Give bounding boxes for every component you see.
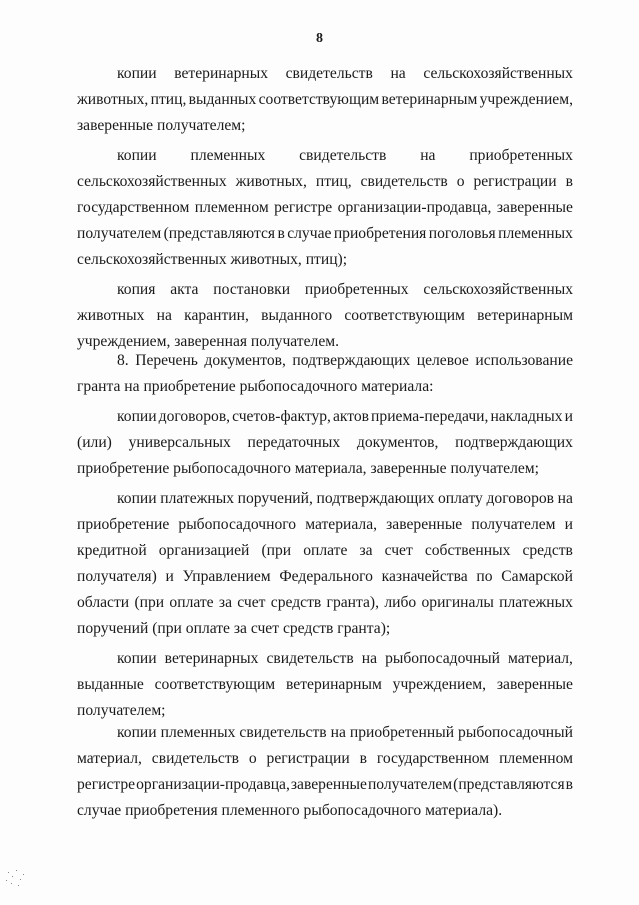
- word: копии: [117, 490, 157, 507]
- word: акта: [170, 281, 199, 298]
- word: организации-продавца,: [337, 199, 492, 216]
- text-line: [77, 774, 573, 796]
- word: получателем: [367, 776, 453, 793]
- word: счет: [384, 542, 413, 559]
- word: копии: [117, 147, 157, 164]
- word: оригиналы: [421, 594, 494, 611]
- word: средств: [270, 594, 322, 611]
- word: материал,: [77, 750, 142, 767]
- word: о: [248, 750, 257, 767]
- word: получателя): [77, 568, 157, 585]
- word: платежных: [160, 490, 235, 507]
- word: подтверждающих: [292, 352, 411, 369]
- word: актов: [332, 408, 370, 425]
- text-line: [117, 350, 573, 372]
- word: соответствующим: [154, 676, 276, 693]
- word: на: [156, 307, 172, 324]
- word: животных: [77, 307, 145, 324]
- word: (или): [77, 434, 112, 451]
- word: организации-продавца,: [136, 776, 290, 793]
- word: приобретение: [77, 516, 170, 533]
- word: копии: [117, 65, 157, 82]
- word: за: [218, 594, 232, 611]
- text-line: случае приобретения племенного рыбопосадочного материала).: [77, 802, 503, 819]
- text-line: [117, 145, 573, 167]
- word: соответствующим: [258, 91, 380, 108]
- text-line: приобретение рыбопосадочного материала, заверенные получателем;: [77, 460, 539, 477]
- word: свидетельств: [151, 750, 239, 767]
- word: кредитной: [77, 542, 147, 559]
- text-line: гранта на приобретение рыбопосадочного материала:: [77, 378, 434, 395]
- word: Управлением: [182, 568, 271, 585]
- word: ветеринарных: [164, 650, 259, 667]
- word: выданные: [77, 676, 144, 693]
- word: государственном: [77, 199, 190, 216]
- word: либо: [384, 594, 417, 611]
- word: использование: [475, 352, 573, 369]
- word: заверенные: [290, 776, 367, 793]
- word: Перечень: [135, 352, 198, 369]
- word: на: [557, 490, 573, 507]
- word: рыбопосадочный: [385, 650, 500, 667]
- word: на: [330, 724, 346, 741]
- page-number: 8: [316, 31, 323, 46]
- word: племенных: [190, 147, 266, 164]
- word: регистре: [274, 199, 333, 216]
- word: свидетельств: [266, 650, 354, 667]
- word: в: [565, 776, 573, 793]
- text-line: [77, 566, 573, 588]
- word: 8.: [117, 352, 129, 369]
- word: и: [564, 408, 573, 425]
- text-line: [77, 223, 573, 245]
- text-line: учреждением, заверенная получателем.: [77, 333, 340, 350]
- word: копии: [117, 724, 157, 741]
- word: оплату: [438, 490, 483, 507]
- text-line: [77, 748, 573, 770]
- word: организацией: [158, 542, 250, 559]
- word: (представляются: [453, 776, 565, 793]
- word: на: [361, 650, 378, 667]
- text-line: [117, 722, 573, 744]
- word: целевое: [416, 352, 469, 369]
- text-line: [117, 63, 573, 85]
- word: случае: [287, 225, 332, 242]
- word: в: [277, 225, 285, 242]
- word: области: [77, 594, 130, 611]
- word: приобретения: [333, 225, 427, 242]
- text-line: [117, 648, 573, 670]
- word: учреждением,: [392, 676, 487, 693]
- word: регистре: [77, 776, 136, 793]
- word: поручений,: [237, 490, 313, 507]
- word: сельскохозяйственных: [423, 281, 573, 298]
- word: копия: [117, 281, 156, 298]
- word: документов,: [356, 434, 439, 451]
- word: племенных: [498, 225, 573, 242]
- word: (при: [134, 594, 165, 611]
- text-line: [77, 514, 573, 536]
- text-line: [77, 540, 573, 562]
- word: заверенные: [386, 516, 463, 533]
- word: сельскохозяйственных: [423, 65, 573, 82]
- word: ветеринарным: [477, 307, 573, 324]
- word: оплате: [303, 542, 348, 559]
- word: договоров: [486, 490, 555, 507]
- word: свидетельств: [360, 173, 448, 190]
- word: платежных: [499, 594, 573, 611]
- word: о: [456, 173, 465, 190]
- word: оплате: [169, 594, 214, 611]
- word: на: [420, 147, 436, 164]
- word: в: [565, 173, 573, 190]
- word: договоров,: [158, 408, 231, 425]
- word: документов,: [204, 352, 286, 369]
- word: накладных: [490, 408, 563, 425]
- word: птиц,: [315, 173, 352, 190]
- word: государственном: [376, 750, 490, 767]
- word: копии: [117, 408, 157, 425]
- word: ветеринарным: [381, 91, 478, 108]
- word: собственных: [424, 542, 511, 559]
- word: в: [359, 750, 367, 767]
- text-line: [117, 279, 573, 301]
- word: получателем: [471, 516, 556, 533]
- text-line: [117, 488, 573, 510]
- text-line: [77, 305, 573, 327]
- word: заверенные: [496, 199, 573, 216]
- word: казначейства: [381, 568, 468, 585]
- word: материала,: [305, 516, 378, 533]
- text-line: [77, 89, 573, 111]
- word: подтверждающих: [455, 434, 573, 451]
- text-line: получателем;: [77, 702, 166, 719]
- text-line: [77, 674, 573, 696]
- text-line: заверенные получателем;: [77, 117, 246, 134]
- word: и: [564, 516, 573, 533]
- word: Федерального: [279, 568, 373, 585]
- word: сельскохозяйственных: [77, 173, 227, 190]
- word: свидетельств: [285, 65, 373, 82]
- word: соответствующим: [344, 307, 465, 324]
- word: животных,: [235, 173, 307, 190]
- word: передаточных: [247, 434, 341, 451]
- word: выданного: [261, 307, 333, 324]
- word: приема-передачи,: [371, 408, 489, 425]
- word: племенных: [160, 724, 236, 741]
- word: получателем: [77, 225, 162, 242]
- word: ветеринарных: [174, 65, 268, 82]
- word: птиц,: [150, 91, 187, 108]
- text-line: [77, 197, 573, 219]
- word: (при: [261, 542, 292, 559]
- word: и: [165, 568, 174, 585]
- word: племенном: [194, 199, 269, 216]
- text-line: [117, 406, 573, 428]
- word: на: [390, 65, 406, 82]
- word: подтверждающих: [316, 490, 435, 507]
- word: постановки: [213, 281, 291, 298]
- text-line: сельскохозяйственных животных, птиц);: [77, 251, 348, 268]
- text-line: [77, 171, 573, 193]
- word: поголовья: [428, 225, 496, 242]
- word: материал,: [508, 650, 573, 667]
- word: приобретенный: [349, 724, 455, 741]
- word: средств: [522, 542, 573, 559]
- word: племенном: [499, 750, 573, 767]
- word: копии: [117, 650, 157, 667]
- word: по: [476, 568, 493, 585]
- word: выданных: [188, 91, 257, 108]
- word: регистрации: [266, 750, 350, 767]
- text-line: поручений (при оплате за счет средств гранта);: [77, 620, 391, 637]
- word: гранта),: [326, 594, 380, 611]
- word: свидетельств: [239, 724, 327, 741]
- word: счет: [237, 594, 266, 611]
- word: заверенные: [496, 676, 573, 693]
- word: свидетельств: [299, 147, 387, 164]
- word: рыбопосадочный: [458, 724, 573, 741]
- word: учреждением,: [479, 91, 573, 108]
- word: Самарской: [501, 568, 573, 585]
- text-line: [77, 432, 573, 454]
- word: регистрации: [473, 173, 557, 190]
- word: приобретенных: [469, 147, 573, 164]
- word: счетов-фактур,: [232, 408, 331, 425]
- word: карантин,: [184, 307, 249, 324]
- word: рыбопосадочного: [178, 516, 297, 533]
- word: за: [359, 542, 373, 559]
- word: животных,: [77, 91, 149, 108]
- word: ветеринарным: [286, 676, 382, 693]
- text-line: [77, 592, 573, 614]
- word: (представляются: [163, 225, 276, 242]
- word: универсальных: [128, 434, 231, 451]
- word: приобретенных: [304, 281, 409, 298]
